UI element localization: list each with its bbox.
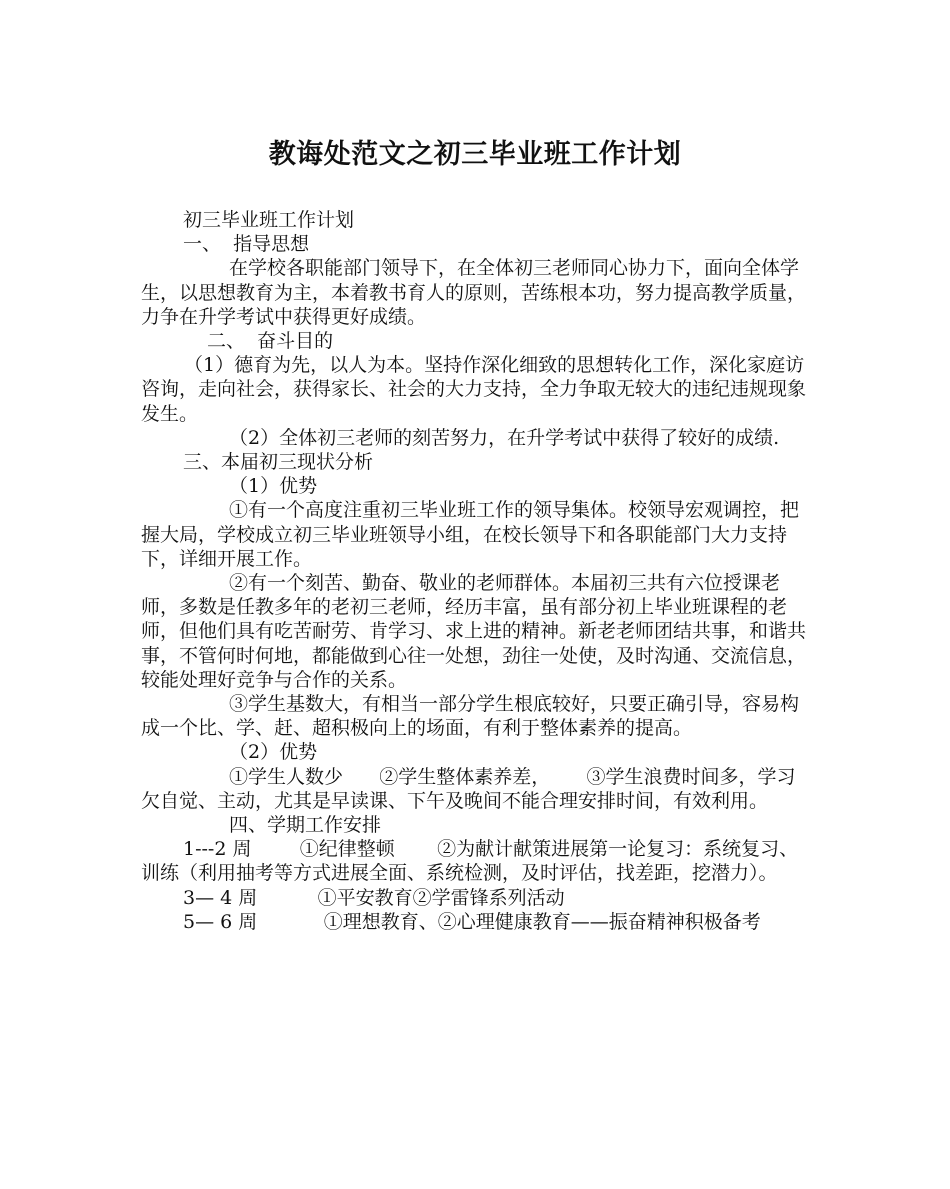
paragraph-guiding-thought: 在学校各职能部门领导下，在全体初三老师同心协力下，面向全体学生，以思想教育为主，本着教书育人的原则，苦练根本功，努力提高教学质量，力争在升学考试中获得更好成绩。 — [141, 257, 807, 328]
subheading-advantages: （1）优势 — [229, 475, 318, 498]
paragraph-weaknesses: ①学生人数少 ②学生整体素养差， ③学生浪费时间多，学习欠自觉、主动，尤其是早读课、下午及晚间不能合理安排时间，有效利用。 — [141, 765, 796, 812]
paragraph-advantage-1: ①有一个高度注重初三毕业班工作的领导集体。校领导宏观调控，把握大局，学校成立初三毕业班领导小组，在校长领导下和各职能部门大力支持下，详细开展工作。 — [141, 499, 800, 570]
document-title: 教诲处范文之初三毕业班工作计划 — [268, 139, 682, 170]
plan-heading: 初三毕业班工作计划 — [183, 209, 355, 231]
document-body — [141, 208, 811, 934]
paragraph-goal-2: （2）全体初三老师的刻苦努力，在升学考试中获得了较好的成绩. — [229, 426, 780, 449]
paragraph-goal-1: （1）德育为先，以人为本。坚持作深化细致的思想转化工作，深化家庭访咨询，走向社会，获得家长、社会的大力支持，全力争取无较大的违纪违规现象发生。 — [141, 354, 807, 425]
section-heading-4: 四、学期工作安排 — [229, 814, 382, 837]
schedule-weeks-1-2: 1---2 周 ①纪律整顿 ②为献计献策进展第一论复习：系统复习、训练（利用抽考等方式进展全面、系统检测，及时评估，找差距，挖潜力）。 — [141, 838, 799, 885]
paragraph-advantage-2: ②有一个刻苦、勤奋、敬业的老师群体。本届初三共有六位授课老师，多数是任教多年的老初三老师，经历丰富，虽有部分初上毕业班课程的老师，但他们具有吃苦耐劳、肯学习、求上进的精神。新老老师团结共事，和谐共事，不管何时何地，都能做到心往一处想，劲往一处使，及时沟通、交流信息，较能处理好竞争与合作的关系。 — [141, 572, 807, 691]
paragraph-advantage-3: ③学生基数大，有相当一部分学生根底较好，只要正确引导，容易构成一个比、学、赶、超积极向上的场面，有利于整体素养的提高。 — [141, 693, 800, 740]
schedule-weeks-5-6: 5— 6 周 ①理想教育、②心理健康教育——振奋精神积极备考 — [183, 910, 761, 933]
subheading-advantages-2: （2）优势 — [229, 741, 318, 764]
section-heading-1: 一、 指导思想 — [183, 233, 310, 256]
schedule-weeks-3-4: 3— 4 周 ①平安教育②学雷锋系列活动 — [183, 886, 565, 909]
section-heading-2: 二、 奋斗目的 — [207, 330, 334, 353]
section-heading-3: 三、本届初三现状分析 — [183, 451, 374, 474]
